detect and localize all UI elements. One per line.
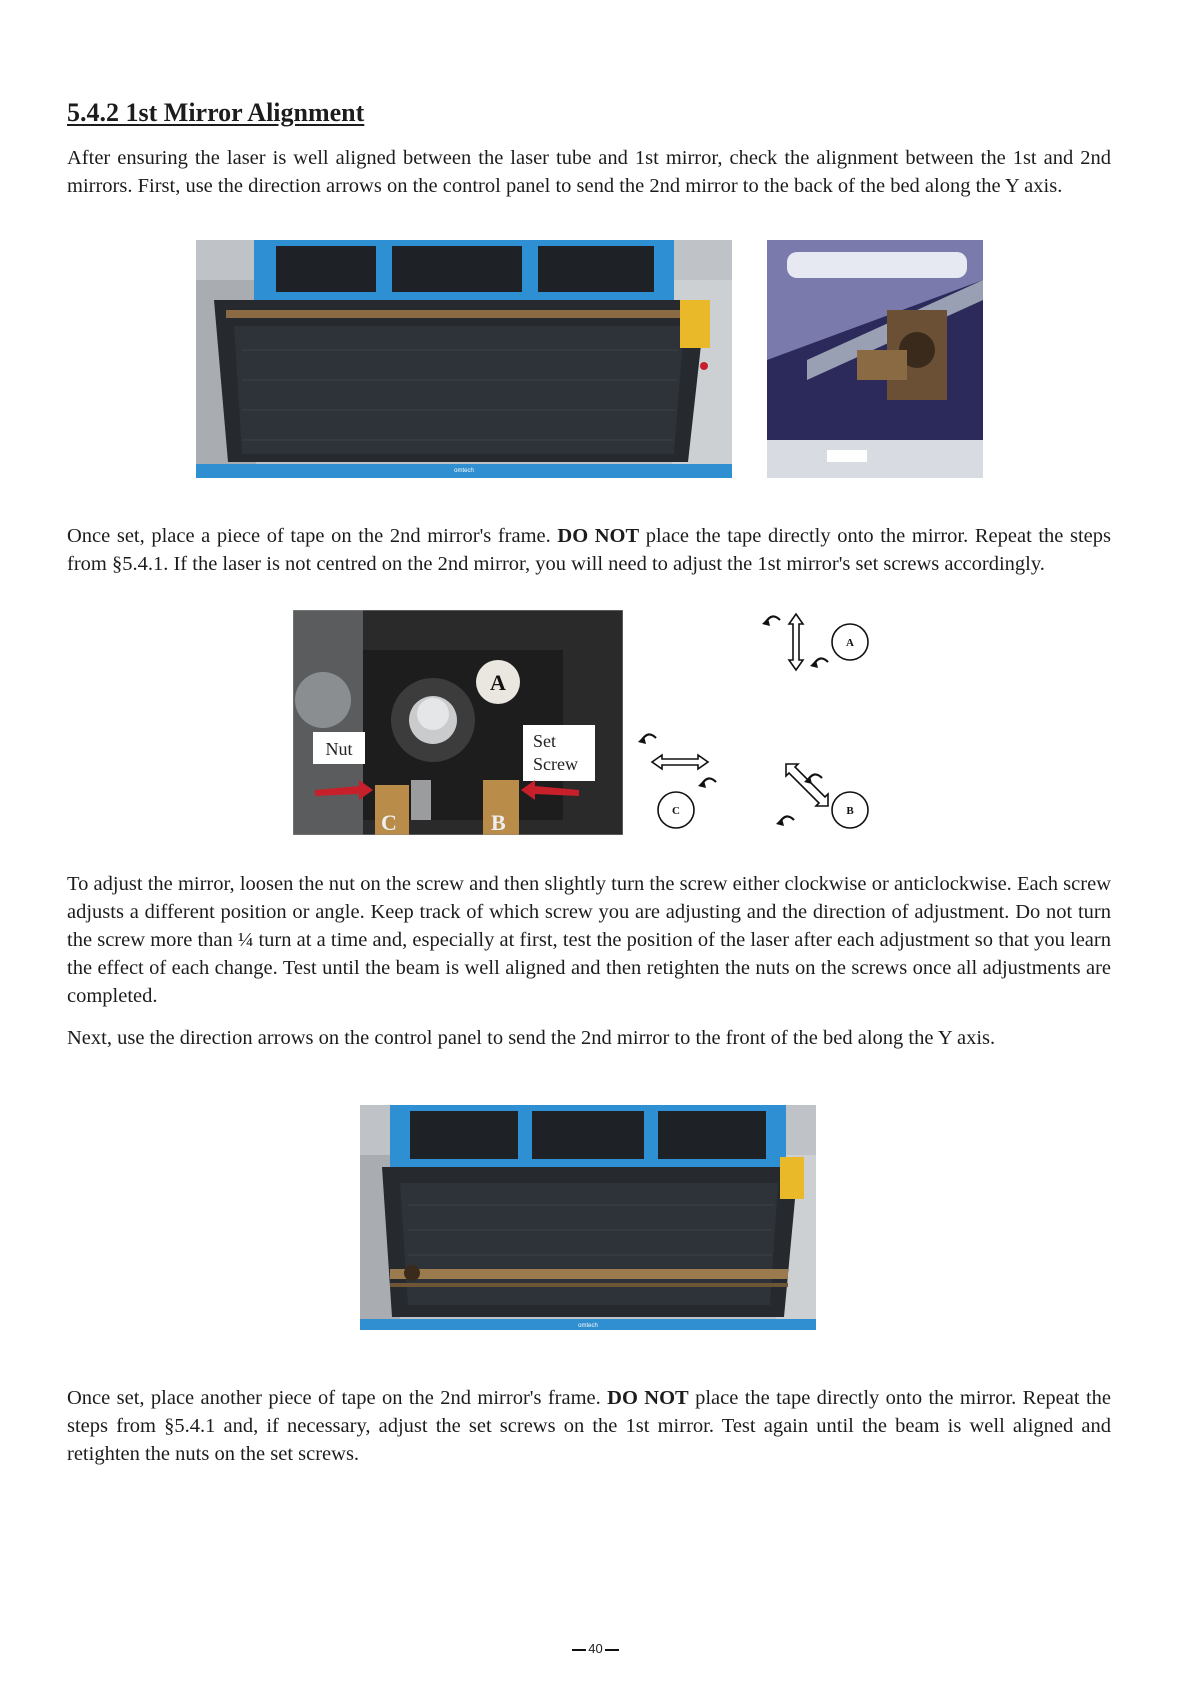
- mirror-carriage-photo: [767, 240, 983, 478]
- adjust-paragraph: To adjust the mirror, loosen the nut on the screw and then slightly turn the screw either clockwise or anticlockwise. Each screw adjusts a different position or angle. Keep track of which screw you are adjusting and the direction of adjustment. Do not turn the screw more than ¼ turn at a time and, especially at first, test the position of the laser after each adjustment so that you learn the effect of each change. Test until the beam is well aligned and then retighten the nuts on the screws once all adjustments are completed.: [67, 873, 1111, 1007]
- nut-label: Nut: [325, 739, 353, 759]
- section-heading: 5.4.2 1st Mirror Alignment: [67, 98, 365, 127]
- adjustment-diagram: [636, 604, 876, 836]
- mirror-label-b: B: [491, 810, 506, 835]
- brand-label: omtech: [454, 468, 474, 474]
- machine-back-photo: [196, 240, 732, 478]
- tape2-text-start: Once set, place another piece of tape on the 2nd mirror's frame.: [67, 1387, 608, 1409]
- intro-paragraph: After ensuring the laser is well aligned between the laser tube and 1st mirror, check the alignment between the 1st and 2nd mirrors. First, use the direction arrows on the control panel to send the 2nd mirror to the back of the bed along the Y axis.: [67, 147, 1111, 197]
- mirror-label-c: C: [381, 810, 397, 835]
- page-number-value: 40: [588, 1641, 603, 1656]
- diagram-label-c: C: [672, 805, 680, 817]
- page-number-dash-right: [605, 1649, 619, 1651]
- page-number-dash-left: [572, 1649, 586, 1651]
- brand-label-front: omtech: [578, 1323, 598, 1329]
- tape-instruction-1: [67, 522, 1111, 578]
- mirror-label-a: A: [490, 670, 506, 695]
- tape-instruction-2: [67, 1384, 1111, 1468]
- mirror-mount-photo: [293, 610, 623, 835]
- diagram-label-a: A: [846, 637, 854, 649]
- diagram-label-b: B: [846, 805, 854, 817]
- tape1-text-start: Once set, place a piece of tape on the 2nd mirror's frame.: [67, 525, 558, 547]
- screw-label: Screw: [533, 754, 578, 774]
- tape1-warning: DO NOT: [557, 525, 640, 547]
- tape2-warning: DO NOT: [607, 1387, 689, 1409]
- next-paragraph: Next, use the direction arrows on the control panel to send the 2nd mirror to the front of the bed along the Y axis.: [67, 1027, 996, 1049]
- page-number: [0, 1641, 1191, 1656]
- tape1-text-end: place the tape directly onto the mirror. Repeat the steps from §5.4.1. If the laser is not centred on the 2nd mirror, you will need to adjust the 1st mirror's set screws accordingly.: [67, 525, 1111, 575]
- tape2-text-end: place the tape directly onto the mirror. Repeat the steps from §5.4.1 and, if necessary, adjust the set screws on the 1st mirror. Test again until the beam is well aligned and retighten the nuts on the set screws.: [67, 1387, 1111, 1465]
- machine-front-photo: [360, 1105, 816, 1330]
- set-label: Set: [533, 731, 557, 751]
